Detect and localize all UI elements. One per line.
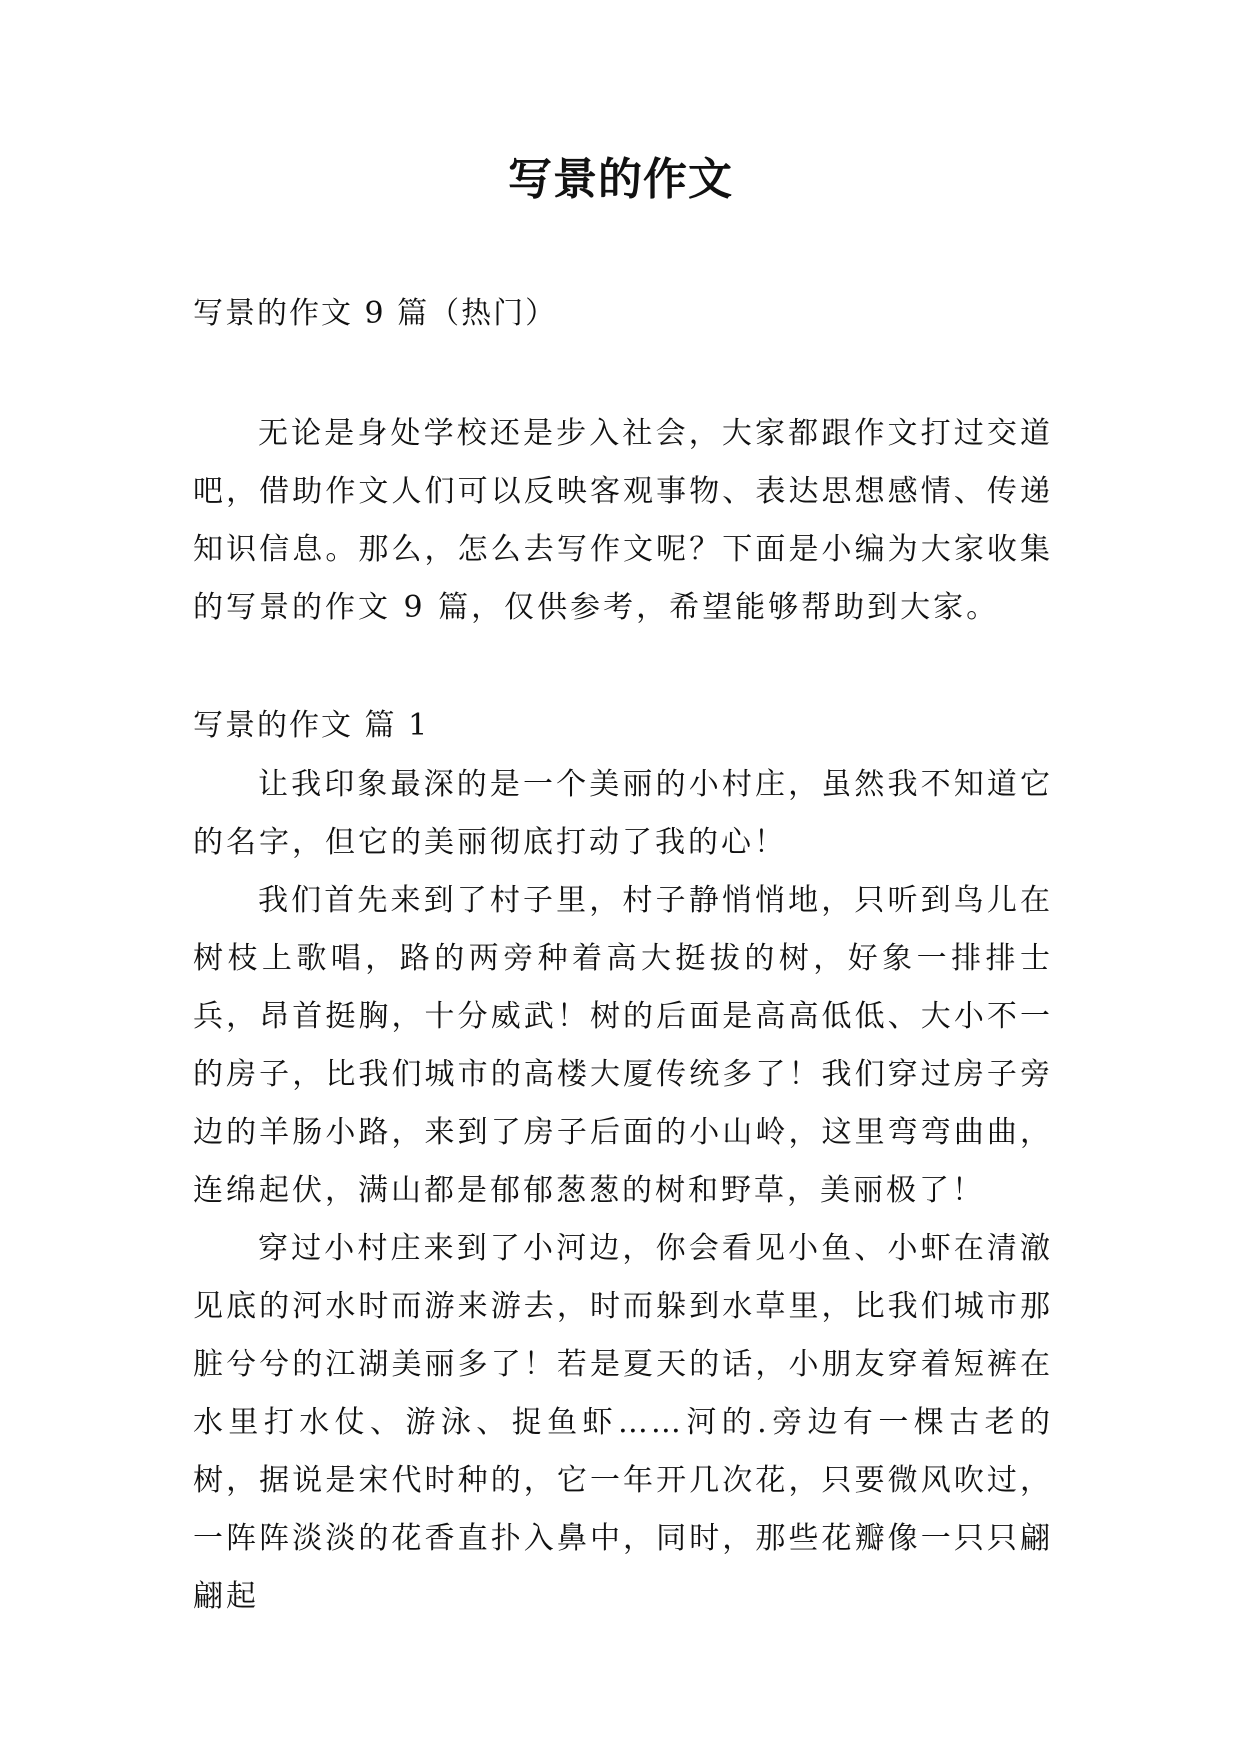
essay-paragraph: 让我印象最深的是一个美丽的小村庄，虽然我不知道它的名字，但它的美丽彻底打动了我的心！ [193, 767, 1053, 860]
essay-paragraph: 穿过小村庄来到了小河边，你会看见小鱼、小虾在清澈见底的河水时而游来游去，时而躲到水草里，比我们城市那脏兮兮的江湖美丽多了！若是夏天的话，小朋友穿着短裤在水里打水仗、游泳、捉鱼虾……河的.旁边有一棵古老的树，据说是宋代时种的，它一年开几次花，只要微风吹过，一阵阵淡淡的花香直扑入鼻中，同时，那些花瓣像一只只翩翩起 [193, 1231, 1053, 1614]
document-subtitle: 写景的作文 9 篇（热门） [193, 296, 558, 331]
document-title: 写景的作文 [508, 154, 733, 205]
essay-body [193, 756, 1053, 1626]
intro-paragraph: 无论是身处学校还是步入社会，大家都跟作文打过交道吧，借助作文人们可以反映客观事物、表达思想感情、传递知识信息。那么，怎么去写作文呢？下面是小编为大家收集的写景的作文 9 篇，仅供参考，希望能够帮助到大家。 [193, 416, 1053, 625]
essay-paragraph: 我们首先来到了村子里，村子静悄悄地，只听到鸟儿在树枝上歌唱，路的两旁种着高大挺拔的树，好象一排排士兵，昂首挺胸，十分威武！树的后面是高高低低、大小不一的房子，比我们城市的高楼大厦传统多了！我们穿过房子旁边的羊肠小路，来到了房子后面的小山岭，这里弯弯曲曲，连绵起伏，满山都是郁郁葱葱的树和野草，美丽极了！ [193, 883, 1053, 1208]
section-heading: 写景的作文 篇 1 [193, 708, 430, 743]
